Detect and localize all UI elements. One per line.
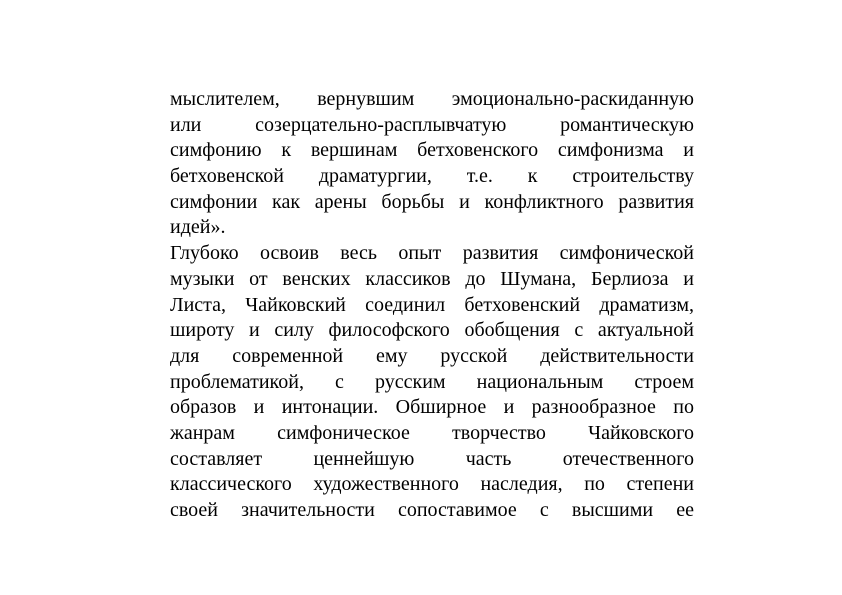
text-line: симфонии как арены борьбы и конфликтного развития xyxy=(170,190,694,213)
text-line: бетховенской драматургии, т.е. к строительству xyxy=(170,165,694,188)
text-line: музыки от венских классиков до Шумана, Берлиоза и xyxy=(170,267,694,290)
text-line: симфонию к вершинам бетховенского симфонизма и xyxy=(170,139,694,162)
text-line: Глубоко освоив весь опыт развития симфонической xyxy=(170,242,694,265)
text-line: мыслителем, вернувшим эмоционально-раскиданную xyxy=(170,88,694,110)
paragraph-end-line: идей». xyxy=(170,216,226,239)
text-line: классического художественного наследия, по степени xyxy=(170,473,694,496)
text-line: своей значительности сопоставимое с высшими ее xyxy=(170,499,694,521)
text-line: широту и силу философского обобщения с актуальной xyxy=(170,319,694,342)
text-line: составляет ценнейшую часть отечественного xyxy=(170,447,694,470)
body-text xyxy=(170,87,694,524)
text-line: Листа, Чайковский соединил бетховенский драматизм, xyxy=(170,293,694,316)
text-line: для современной ему русской действительности xyxy=(170,344,694,367)
text-line: или созерцательно-расплывчатую романтическую xyxy=(170,113,694,136)
text-line: проблематикой, с русским национальным строем xyxy=(170,370,694,393)
text-line: образов и интонации. Обширное и разнообразное по xyxy=(170,396,694,419)
text-line: жанрам симфоническое творчество Чайковского xyxy=(170,421,694,444)
